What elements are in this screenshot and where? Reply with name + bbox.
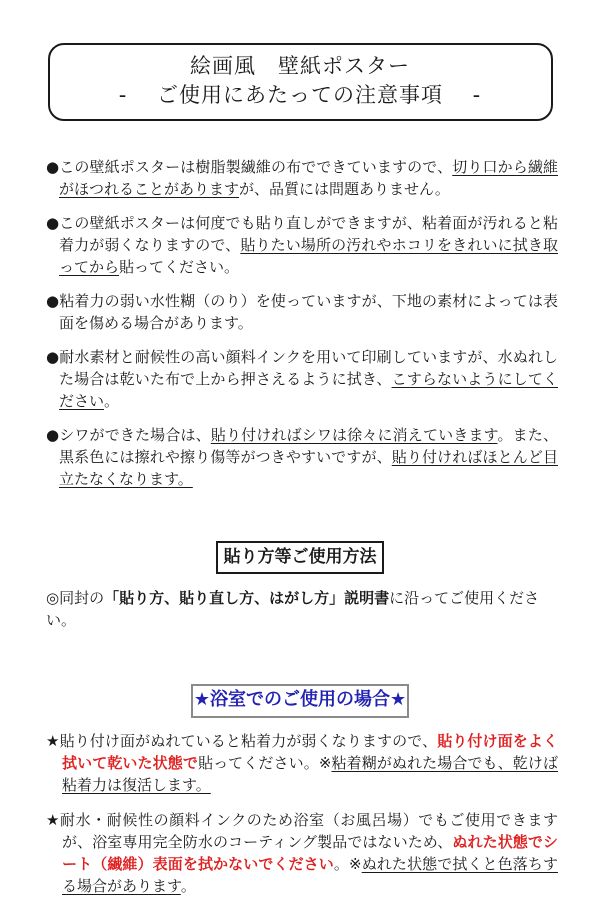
bathroom-note-item-2 — [46, 809, 558, 897]
bathroom-notes-list — [46, 730, 558, 897]
usage-method-heading-box — [216, 541, 384, 574]
note-text-underlined: こすらないようにしてください — [59, 370, 558, 410]
note-item-1 — [46, 156, 558, 200]
note-text: が、品質には問題ありません。 — [239, 180, 450, 198]
usage-text: 同封の — [59, 589, 105, 607]
caution-notes-list — [46, 156, 558, 490]
note-text: 貼ってください。 — [119, 258, 240, 276]
bullet-dot-icon: ● — [46, 158, 60, 176]
bullet-dot-icon: ● — [46, 426, 60, 444]
note-item-5 — [46, 424, 558, 490]
usage-method-heading: 貼り方等ご使用方法 — [223, 547, 377, 567]
note-text: 耐水・耐候性の顔料インクのため浴室（お風呂場）でもご使用できますが、浴室専用完全防水のコーティング製品ではないため、 — [60, 811, 558, 851]
note-text: 。 — [104, 392, 120, 410]
note-item-4 — [46, 346, 558, 412]
usage-text: に沿ってご使用ください。 — [46, 589, 540, 629]
bullet-dot-icon: ● — [46, 214, 60, 232]
note-text: 耐水素材と耐候性の高い顔料インクを用いて印刷していますが、水ぬれした場合は乾いた布で上から押さえるように拭き、 — [59, 348, 558, 388]
note-text: 。※ — [333, 855, 362, 873]
title-box — [48, 43, 553, 121]
note-text-underlined: 粘着糊がぬれた場合でも、乾けば粘着力は復活します。 — [62, 754, 558, 794]
bullet-dot-icon: ● — [46, 348, 60, 366]
note-text: 粘着力の弱い水性糊（のり）を使っていますが、下地の素材によっては表面を傷める場合があります。 — [59, 292, 558, 332]
notice-document-page — [0, 43, 600, 895]
note-text: シワができた場合は、 — [59, 426, 211, 444]
note-text: この壁紙ポスターは樹脂製繊維の布でできていますので、 — [59, 158, 453, 176]
document-title-line1: 絵画風 壁紙ポスター — [190, 54, 410, 78]
bullet-dot-icon: ● — [46, 292, 60, 310]
double-circle-marker: ◎ — [46, 589, 60, 607]
note-text: 貼り付け面がぬれていると粘着力が弱くなりますので、 — [59, 732, 438, 750]
note-text: 。また、黒系色には擦れや擦り傷等がつきやすいですが、 — [59, 426, 558, 466]
note-text-underlined: 貼り付ければほとんど目立たなくなります。 — [59, 448, 558, 488]
star-bullet-icon: ★ — [46, 732, 60, 750]
bathroom-section-heading: ★浴室でのご使用の場合★ — [193, 689, 407, 710]
bathroom-note-item-1 — [46, 730, 558, 796]
document-title-line2: - ご使用にあたっての注意事項 - — [118, 83, 482, 107]
note-text-underlined: 切り口から繊維がほつれることがあります — [59, 158, 558, 198]
note-text: 貼ってください。※ — [197, 754, 332, 772]
usage-instruction-line — [46, 587, 560, 631]
note-text-underlined: 貼りたい場所の汚れやホコリをきれいに拭き取ってから — [59, 236, 558, 276]
note-text: この壁紙ポスターは何度でも貼り直しができますが、粘着面が汚れると粘着力が弱くなりますので、 — [59, 214, 558, 254]
star-bullet-icon: ★ — [46, 811, 61, 829]
usage-text-bold: 「貼り方、貼り直し方、はがし方」説明書 — [104, 589, 390, 607]
note-text: 。 — [180, 877, 196, 895]
note-text-underlined: ぬれた状態で拭くと色落ちする場合があります — [62, 855, 558, 895]
note-item-3 — [46, 290, 558, 334]
note-text-underlined: 貼り付ければシワは徐々に消えていきます — [210, 426, 498, 444]
note-text-red-bold: ぬれた状態でシート（繊維）表面を拭かないでください — [62, 833, 558, 873]
note-item-2 — [46, 212, 558, 278]
note-text-red-bold: 貼り付け面をよく拭いて乾いた状態で — [62, 732, 559, 772]
bathroom-section-heading-box — [191, 684, 409, 718]
